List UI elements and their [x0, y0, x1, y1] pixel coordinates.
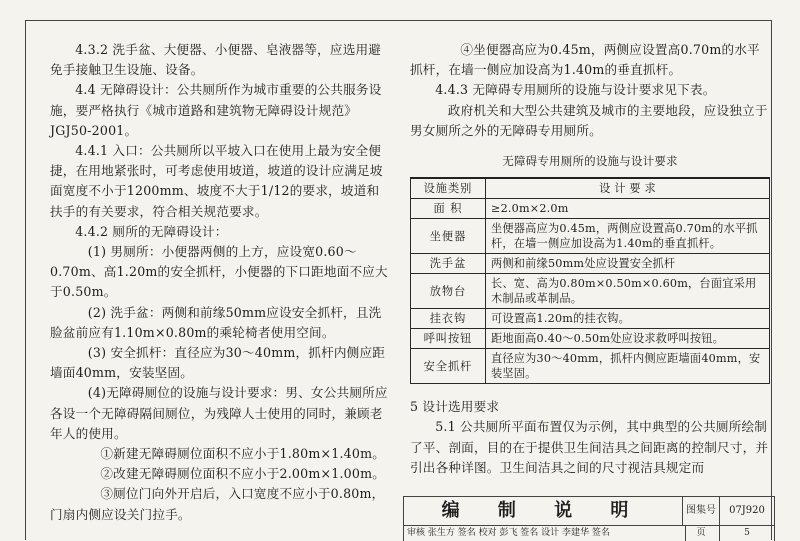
table-row: [411, 199, 770, 219]
table-title: 无障碍专用厕所的设施与设计要求: [502, 154, 678, 169]
clause-4-4-1: 4.4.1 入口：公共厕所以平坡入口在使用上最为安全便捷，在用地紧张时，可考虑使用坡道，坡道的设计应满足坡面宽度不小于1200mm、坡度不大于1/12的要求，坡道和扶手的有关要求，符合相关规范要求。: [50, 143, 383, 219]
item-grab-bar: (3) 安全抓杆：直径应为30～40mm，抓杆内侧应距墙面40mm，安装坚固。: [50, 345, 386, 381]
row-category: 呼叫按钮: [411, 329, 486, 349]
table-row: [411, 329, 770, 349]
frame-top-border: [25, 20, 772, 21]
page-number: 5: [744, 528, 750, 538]
clause-5-1: 5.1 公共厕所平面布置仅为示例，其中典型的公共厕所绘制了平、剖面，目的在于提供卫生间洁具之间距离的控制尺寸，并引出各种详图。卫生间洁具之间的尺寸视洁具规定而: [410, 419, 769, 475]
header-category: 设施类别: [411, 178, 486, 199]
table-header-row: [411, 178, 770, 199]
row-category: 挂衣钩: [411, 309, 486, 329]
right-column: [410, 40, 770, 478]
table-row: [411, 219, 770, 254]
frame-right-border: [771, 20, 772, 540]
section-5-heading: 5 设计选用要求: [410, 399, 500, 415]
row-requirement: 长、宽、高为0.80m×0.50m×0.60m，台面宜采用木制品或革制品。: [486, 274, 770, 309]
sub-item-new-stall: ①新建无障碍厕位面积不应小于1.80m×1.40m。: [100, 446, 386, 462]
row-requirement: 坐便器高应为0.45m，两侧应设置高0.70m的水平抓杆，在墙一侧应加设高为1.40m的垂直抓杆。: [486, 219, 770, 254]
table-row: [411, 274, 770, 309]
row-category: 坐便器: [411, 219, 486, 254]
header-requirement: 设 计 要 求: [486, 178, 770, 199]
page-label: 页: [683, 526, 720, 541]
signature-row: 审核 张生方 签名 校对 彭飞 签名 设计 李建华 签名: [404, 526, 686, 541]
row-requirement: 直径应为30～40mm，抓杆内侧应距墙面40mm，安装坚固。: [486, 349, 770, 384]
row-requirement: ≥2.0m×2.0m: [486, 199, 770, 219]
atlas-number-label: 图集号: [683, 497, 720, 526]
row-category: 放物台: [411, 274, 486, 309]
sub-item-stall-door: ③厕位门向外开启后，入口宽度不应小于0.80m，门扇内侧应设关门拉手。: [50, 486, 385, 522]
clause-4-4-2: 4.4.2 厕所的无障碍设计：: [75, 223, 228, 239]
document-title: 编 制 说 明: [404, 497, 683, 526]
row-requirement: 可设置高1.20m的挂衣钩。: [486, 309, 770, 329]
title-block: [403, 496, 775, 541]
clause-dedicated-toilet: 政府机关和大型公共建筑及城市的主要地段，应设独立于男女厕所之外的无障碍专用厕所。: [410, 102, 768, 138]
frame-left-border: [25, 20, 26, 540]
item-men-toilet: (1) 男厕所：小便器两侧的上方，应设宽0.60～0.70m、高1.20m的安全抓杆，小便器的下口距地面不应大于0.50m。: [50, 244, 388, 300]
sub-item-toilet-seat: ④坐便器高应为0.45m，两侧应设置高0.70m的水平抓杆，在墙一侧应加设高为1.40m的垂直抓杆。: [410, 42, 760, 78]
atlas-number: 07J920: [720, 497, 774, 526]
table-row: [411, 349, 770, 384]
clause-4-4-3: 4.4.3 无障碍专用厕所的设施与设计要求见下表。: [435, 82, 716, 98]
row-requirement: 距地面高0.40～0.50m处应设求救呼叫按钮。: [486, 329, 770, 349]
row-category: 洗手盆: [411, 254, 486, 274]
row-requirement: 两侧和前缘50mm处应设置安全抓杆: [486, 254, 770, 274]
table-row: [411, 254, 770, 274]
row-category: 面 积: [411, 199, 486, 219]
item-wash-basin: (2) 洗手盆：两侧和前缘50mm应设安全抓杆，且洗脸盆前应有1.10m×0.80m的乘轮椅者使用空间。: [50, 304, 382, 340]
table-row: [411, 309, 770, 329]
item-accessible-stall: (4)无障碍厕位的设施与设计要求：男、女公共厕所应各设一个无障碍隔间厕位，为残障人士使用的同时，兼顾老年人的使用。: [50, 385, 388, 441]
requirements-table: [410, 177, 770, 384]
row-category: 安全抓杆: [411, 349, 486, 384]
clause-4-4: 4.4 无障碍设计：公共厕所作为城市重要的公共服务设施，要严格执行《城市道路和建筑物无障碍设计规范》JGJ50-2001。: [50, 82, 382, 138]
left-column: [50, 40, 388, 525]
clause-4-3-2: 4.3.2 洗手盆、大便器、小便器、皂液器等，应选用避免手接触卫生设施、设备。: [50, 42, 382, 78]
sub-item-renovated-stall: ②改建无障碍厕位面积不应小于2.00m×1.00m。: [100, 466, 386, 482]
